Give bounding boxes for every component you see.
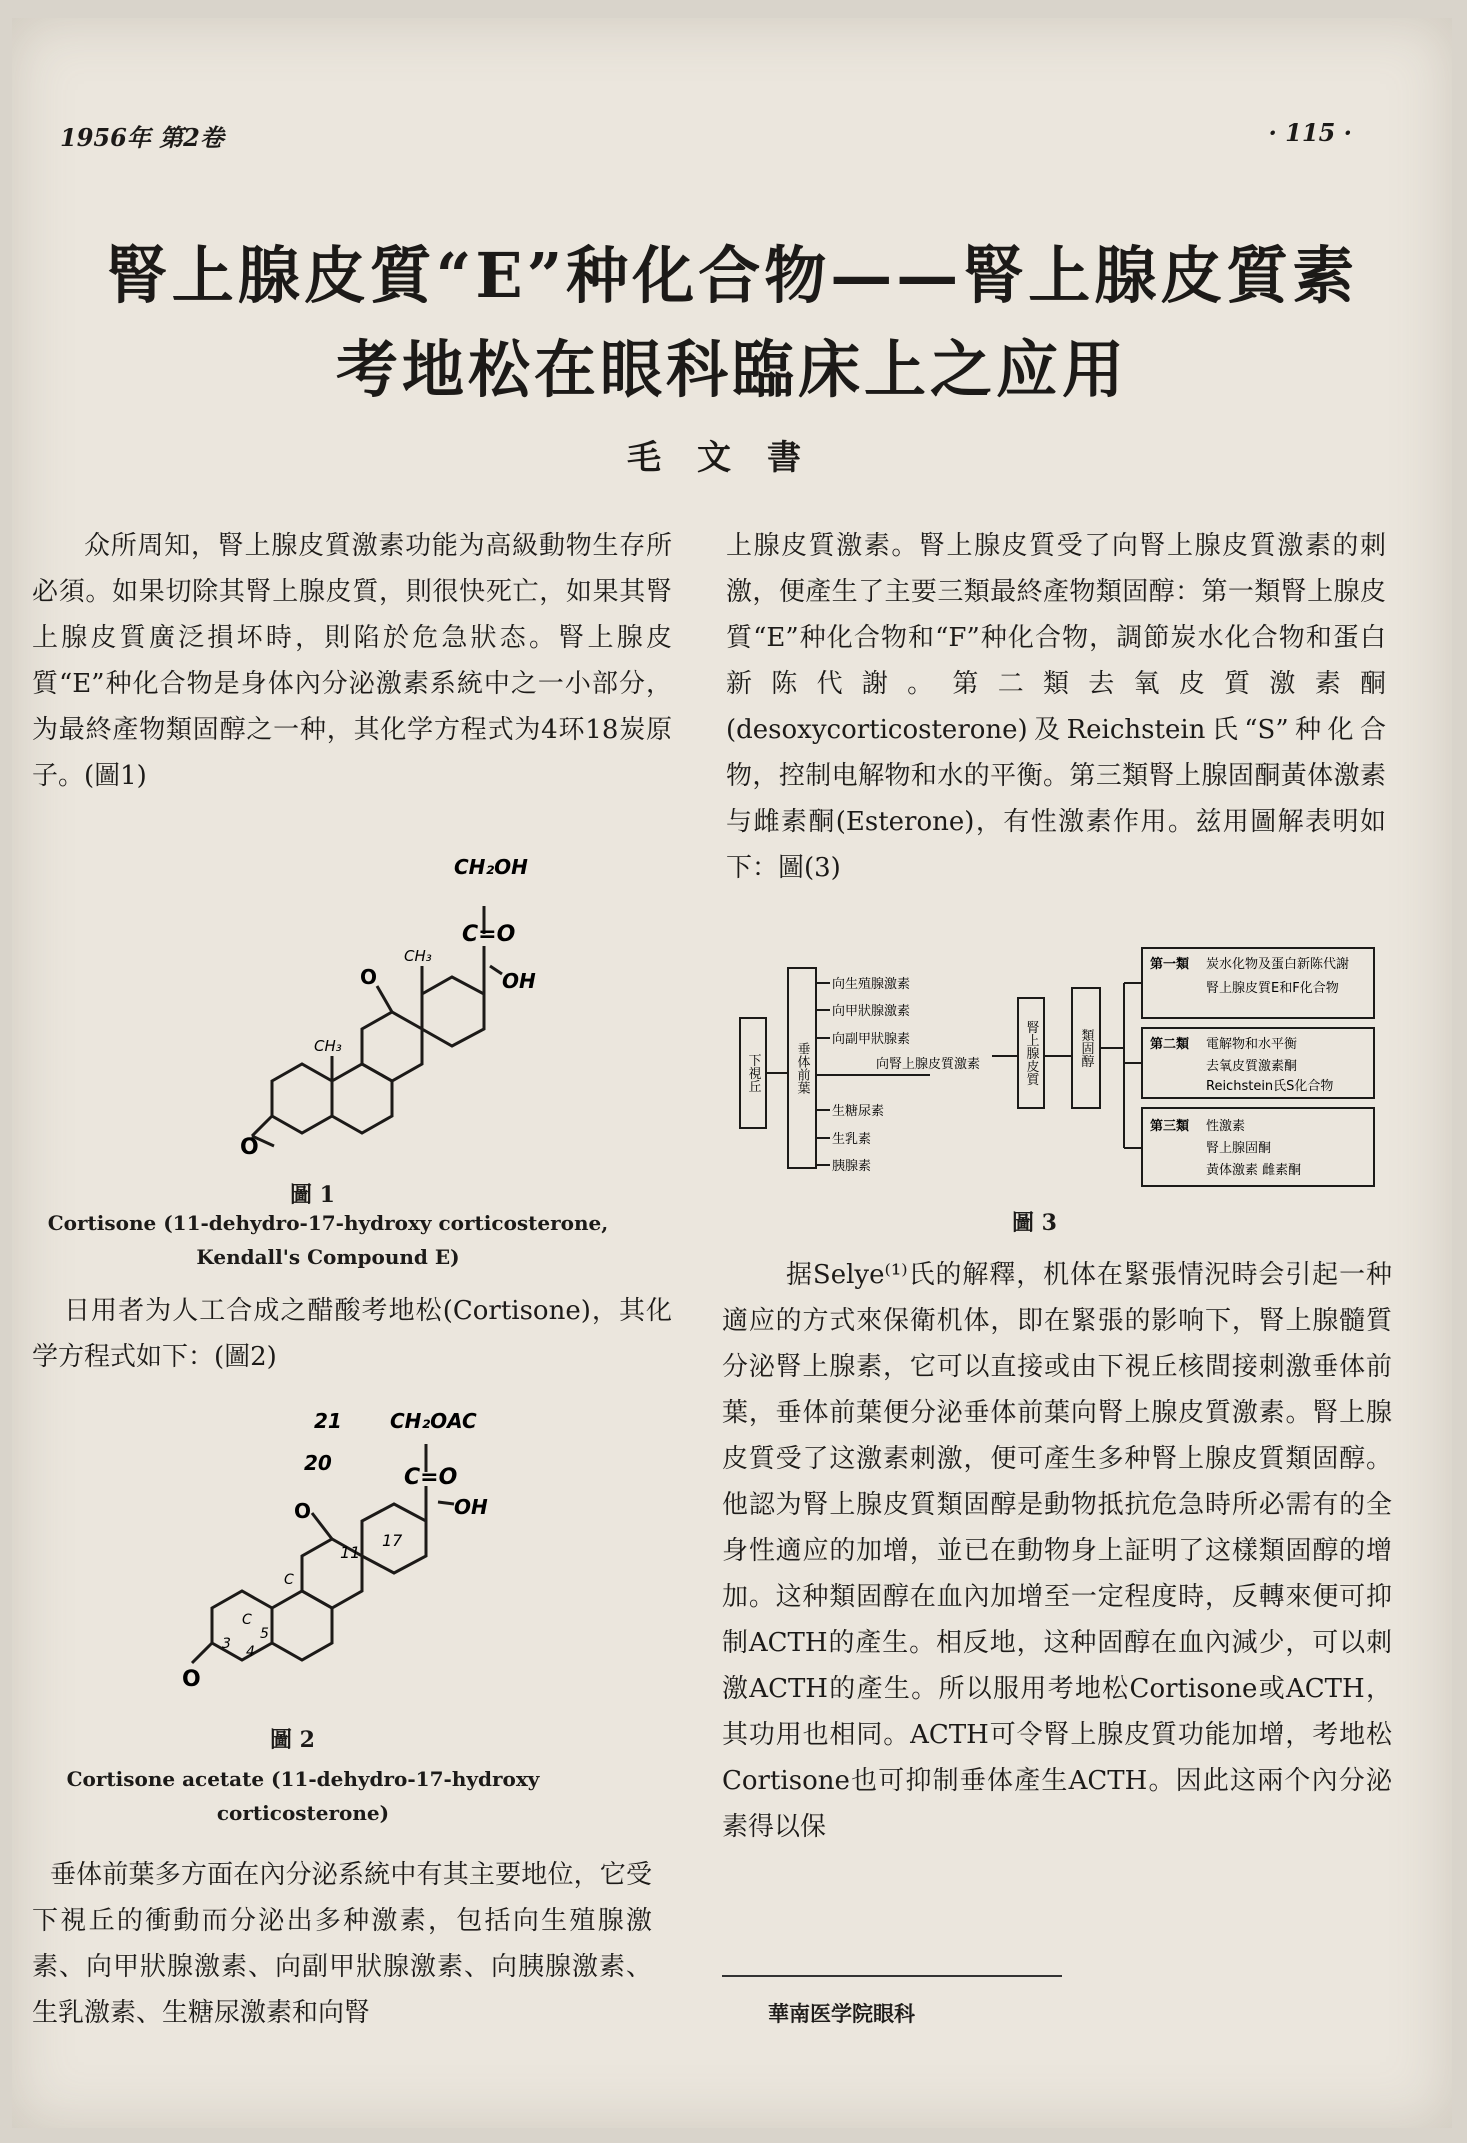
left-paragraph-1: 众所周知，腎上腺皮質激素功能为高級動物生存所必須。如果切除其腎上腺皮質，則很快死亡，如果其腎上腺皮質廣泛損坏時，則陷於危急狀态。腎上腺皮質“E”种化合物是身体內分泌激素系統中之一小部分，为最終產物類固醇之一种，其化学方程式为4环18炭原子。(圖1) bbox=[32, 531, 672, 791]
running-head-left: 1956年 第2卷 bbox=[60, 123, 224, 152]
fig3-class3-line2: 腎上腺固酮 bbox=[1206, 1141, 1272, 1156]
fig3-steroids: 類固醇 bbox=[1078, 1028, 1094, 1068]
fig1-ch2oh: CH₂OH bbox=[454, 855, 528, 879]
fig3-class2-line2: 去氧皮質激素酮 bbox=[1206, 1059, 1298, 1074]
fig1-oh: OH bbox=[502, 969, 536, 993]
fig3-class3-line1: 性激素 bbox=[1206, 1119, 1246, 1134]
fig3-hormone-0: 向生殖腺激素 bbox=[832, 977, 911, 992]
journal-page bbox=[12, 18, 1452, 2128]
left-paragraph-2: 日用者为人工合成之醋酸考地松(Cortisone)，其化学方程式如下：(圖2) bbox=[32, 1296, 672, 1372]
fig2-num-5: 5 bbox=[260, 1626, 269, 1642]
fig3-class2-line3: Reichstein氏S化合物 bbox=[1206, 1079, 1334, 1094]
figure2-label: 圖 2 bbox=[270, 1727, 315, 1753]
fig2-num-11: 11 bbox=[340, 1543, 361, 1562]
figure2-structure bbox=[182, 1398, 502, 1718]
figure1-caption-line2: Kendall's Compound E) bbox=[196, 1245, 460, 1269]
fig2-c-a: C bbox=[284, 1572, 294, 1588]
fig1-keto3: O bbox=[240, 1135, 259, 1160]
fig3-class3-line3: 黃体激素 雌素酮 bbox=[1206, 1163, 1302, 1178]
fig3-class1-title: 第一類 bbox=[1150, 957, 1190, 972]
fig1-methyl-a: CH₃ bbox=[314, 1037, 342, 1055]
fig3-hormone-1: 向甲狀腺激素 bbox=[832, 1004, 911, 1019]
right-paragraph-2: 据Selye⁽¹⁾氏的解釋，机体在緊張情況時会引起一种適应的方式來保衛机体，即在緊張的影响下，腎上腺髓質分泌腎上腺素，它可以直接或由下視丘核間接刺激垂体前葉，垂体前葉便分泌垂体前葉向腎上腺皮質激素。腎上腺皮質受了这激素刺激，便可產生多种腎上腺皮質類固醇。他認为腎上腺皮質類固醇是動物抵抗危急時所必需有的全身性適应的加增，並已在動物身上証明了这樣類固醇的增加。这种類固醇在血內加增至一定程度時，反轉來便可抑制ACTH的產生。相反地，这种固醇在血內減少，可以刺激ACTH的產生。所以服用考地松Cortisone或ACTH，其功用也相同。ACTH可令腎上腺皮質功能加增，考地松Cortisone也可抑制垂体產生ACTH。因此这兩个內分泌素得以保 bbox=[722, 1260, 1392, 1842]
fig1-methyl-b: CH₃ bbox=[404, 947, 432, 965]
fig2-num-4: 4 bbox=[246, 1644, 255, 1660]
fig3-pituitary: 垂体前葉 bbox=[794, 1042, 810, 1094]
fig3-class2-title: 第二類 bbox=[1150, 1037, 1190, 1052]
page-number: · 115 · bbox=[1268, 118, 1352, 147]
right-paragraph-1: 上腺皮質激素。腎上腺皮質受了向腎上腺皮質激素的刺激，便產生了主要三類最終產物類固醇：第一類腎上腺皮質“E”种化合物和“F”种化合物，調節炭水化合物和蛋白新陈代謝。第二類去氧皮質激素酮(desoxycorticosterone)及Reichstein氏“S”种化合物，控制电解物和水的平衡。第三類腎上腺固酮黃体激素与雌素酮(Esterone)，有性激素作用。兹用圖解表明如下：圖(3) bbox=[726, 531, 1386, 883]
fig3-hormone-3: 生糖尿素 bbox=[832, 1104, 885, 1119]
article-title-line1: 腎上腺皮質“E”种化合物——腎上腺皮質素 bbox=[105, 239, 1359, 312]
figure1-structure bbox=[222, 846, 536, 1176]
fig2-carbonyl: C=O bbox=[404, 1465, 458, 1490]
fig2-c-b: C bbox=[242, 1612, 252, 1628]
fig1-carbonyl: C=O bbox=[462, 922, 516, 947]
fig3-hormone-4: 生乳素 bbox=[832, 1132, 872, 1147]
figure3-label: 圖 3 bbox=[1012, 1210, 1057, 1236]
fig3-class1-line1: 炭水化物及蛋白新陈代謝 bbox=[1206, 957, 1350, 972]
fig3-acth: 向腎上腺皮質激素 bbox=[876, 1057, 981, 1072]
fig2-num-21: 21 bbox=[314, 1409, 342, 1433]
author: 毛文書 bbox=[627, 438, 837, 478]
fig2-ch2oac: CH₂OAC bbox=[390, 1409, 477, 1433]
fig2-num-3: 3 bbox=[222, 1636, 231, 1652]
fig2-keto11: O bbox=[294, 1499, 312, 1523]
fig3-cortex: 腎上腺皮質 bbox=[1023, 1020, 1039, 1086]
figure1-caption-line1: Cortisone (11-dehydro-17-hydroxy corticosterone, bbox=[47, 1211, 609, 1235]
affiliation-footnote: 華南医学院眼科 bbox=[768, 2001, 915, 2026]
fig3-class1-line2: 腎上腺皮質E和F化合物 bbox=[1206, 981, 1339, 996]
fig2-num-17: 17 bbox=[382, 1531, 403, 1550]
fig3-hypothalamus: 下視丘 bbox=[745, 1053, 761, 1093]
figure2-caption-line1: Cortisone acetate (11-dehydro-17-hydroxy bbox=[66, 1767, 540, 1791]
fig2-num-20: 20 bbox=[304, 1451, 332, 1475]
figure1-label: 圖 1 bbox=[290, 1182, 335, 1208]
figure2-caption-line2: corticosterone) bbox=[216, 1801, 390, 1825]
figure3-diagram bbox=[730, 928, 1390, 1193]
fig3-hormone-2: 向副甲狀腺素 bbox=[832, 1032, 911, 1047]
fig1-keto11: O bbox=[360, 965, 378, 989]
article-title-line2: 考地松在眼科臨床上之应用 bbox=[335, 333, 1128, 406]
left-paragraph-3: 垂体前葉多方面在內分泌系統中有其主要地位，它受下視丘的衝動而分泌出多种激素，包括向生殖腺激素、向甲狀腺激素、向副甲狀腺激素、向胰腺激素、生乳激素、生糖尿激素和向腎 bbox=[32, 1860, 652, 2028]
fig3-class3-title: 第三類 bbox=[1150, 1119, 1190, 1134]
fig3-class2-line1: 電解物和水平衡 bbox=[1206, 1037, 1298, 1052]
footnote-rule bbox=[722, 1975, 1062, 1977]
fig2-keto3: O bbox=[182, 1667, 201, 1692]
fig3-hormone-5: 胰腺素 bbox=[832, 1159, 872, 1174]
fig2-oh: OH bbox=[454, 1495, 488, 1519]
